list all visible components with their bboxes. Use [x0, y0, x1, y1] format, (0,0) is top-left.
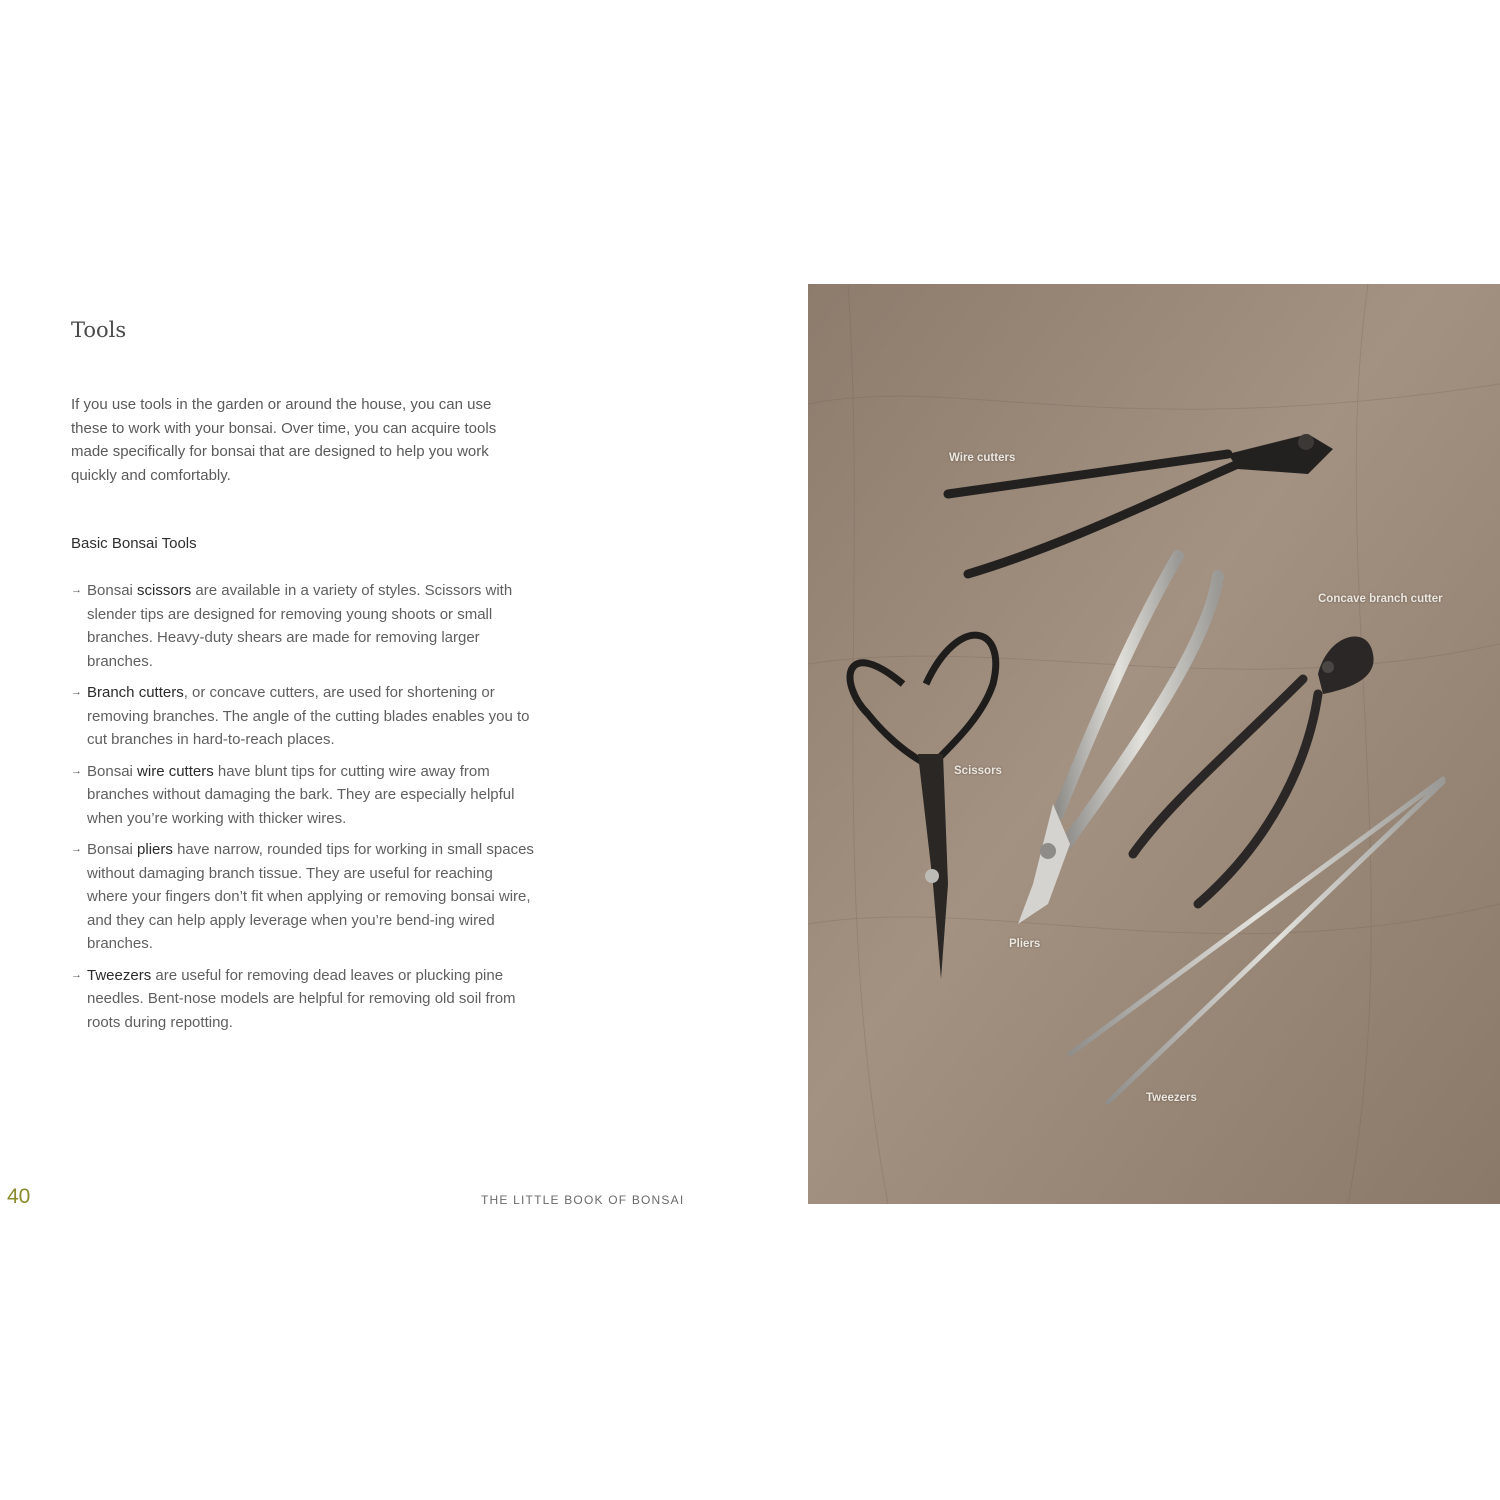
section-title: Tools [71, 318, 127, 342]
item-text: have narrow, rounded tips for working in small spaces without damaging branch tissue. They are useful for reaching where your fingers don’t fit when applying or removing bonsai wire, and they can help apply leverage when you’re bend-ing wired branches. [87, 841, 534, 952]
item-text: Bonsai [87, 762, 138, 780]
tools-illustration [808, 284, 1500, 1204]
subheading: Basic Bonsai Tools [71, 535, 197, 552]
list-item [71, 579, 536, 673]
label-concave-branch-cutter: Concave branch cutter [1318, 593, 1443, 605]
item-text: have blunt tips for cutting wire away from branches without damaging the bark. They are especially helpful when you’re working with thicker wires. [87, 762, 515, 827]
label-pliers: Pliers [1009, 938, 1041, 950]
item-keyword: Tweezers [87, 966, 152, 984]
list-item [71, 838, 536, 956]
item-text: , or concave cutters, are used for shortening or removing branches. The angle of the cutting blades enables you to cut branches in hard-to-reach places. [87, 684, 530, 748]
list-item [71, 760, 536, 831]
item-text: are available in a variety of styles. Scissors with slender tips are designed for removing young shoots or small branches. Heavy-duty shears are made for removing larger branches. [87, 582, 513, 670]
list-item [71, 964, 536, 1035]
page-number: 40 [7, 1185, 31, 1208]
label-tweezers: Tweezers [1146, 1092, 1197, 1104]
tools-photo [808, 284, 1500, 1204]
item-text: Bonsai [87, 582, 138, 599]
item-keyword: pliers [137, 841, 173, 858]
item-text: Bonsai [87, 841, 138, 858]
item-keyword: Branch cutters [87, 684, 184, 701]
stone-surface [808, 284, 1500, 1204]
item-text: are useful for removing dead leaves or plucking pine needles. Bent-nose models are helpful for removing old soil from roots during repotting. [87, 966, 516, 1031]
intro-paragraph: If you use tools in the garden or around the house, you can use these to work with your bonsai. Over time, you can acquire tools made specifically for bonsai that are designed to help you work quickly and comfortably. [71, 396, 497, 484]
arrow-icon: → [71, 686, 82, 698]
arrow-icon: → [71, 584, 82, 596]
arrow-icon: → [71, 843, 82, 855]
label-scissors: Scissors [954, 765, 1002, 777]
arrow-icon: → [71, 968, 82, 981]
tool-list [71, 579, 536, 1042]
item-keyword: scissors [137, 582, 192, 599]
running-title: THE LITTLE BOOK OF BONSAI [481, 1193, 685, 1207]
item-keyword: wire cutters [137, 762, 214, 780]
list-item [71, 681, 536, 752]
arrow-icon: → [71, 764, 82, 777]
label-wire-cutters: Wire cutters [949, 452, 1016, 464]
